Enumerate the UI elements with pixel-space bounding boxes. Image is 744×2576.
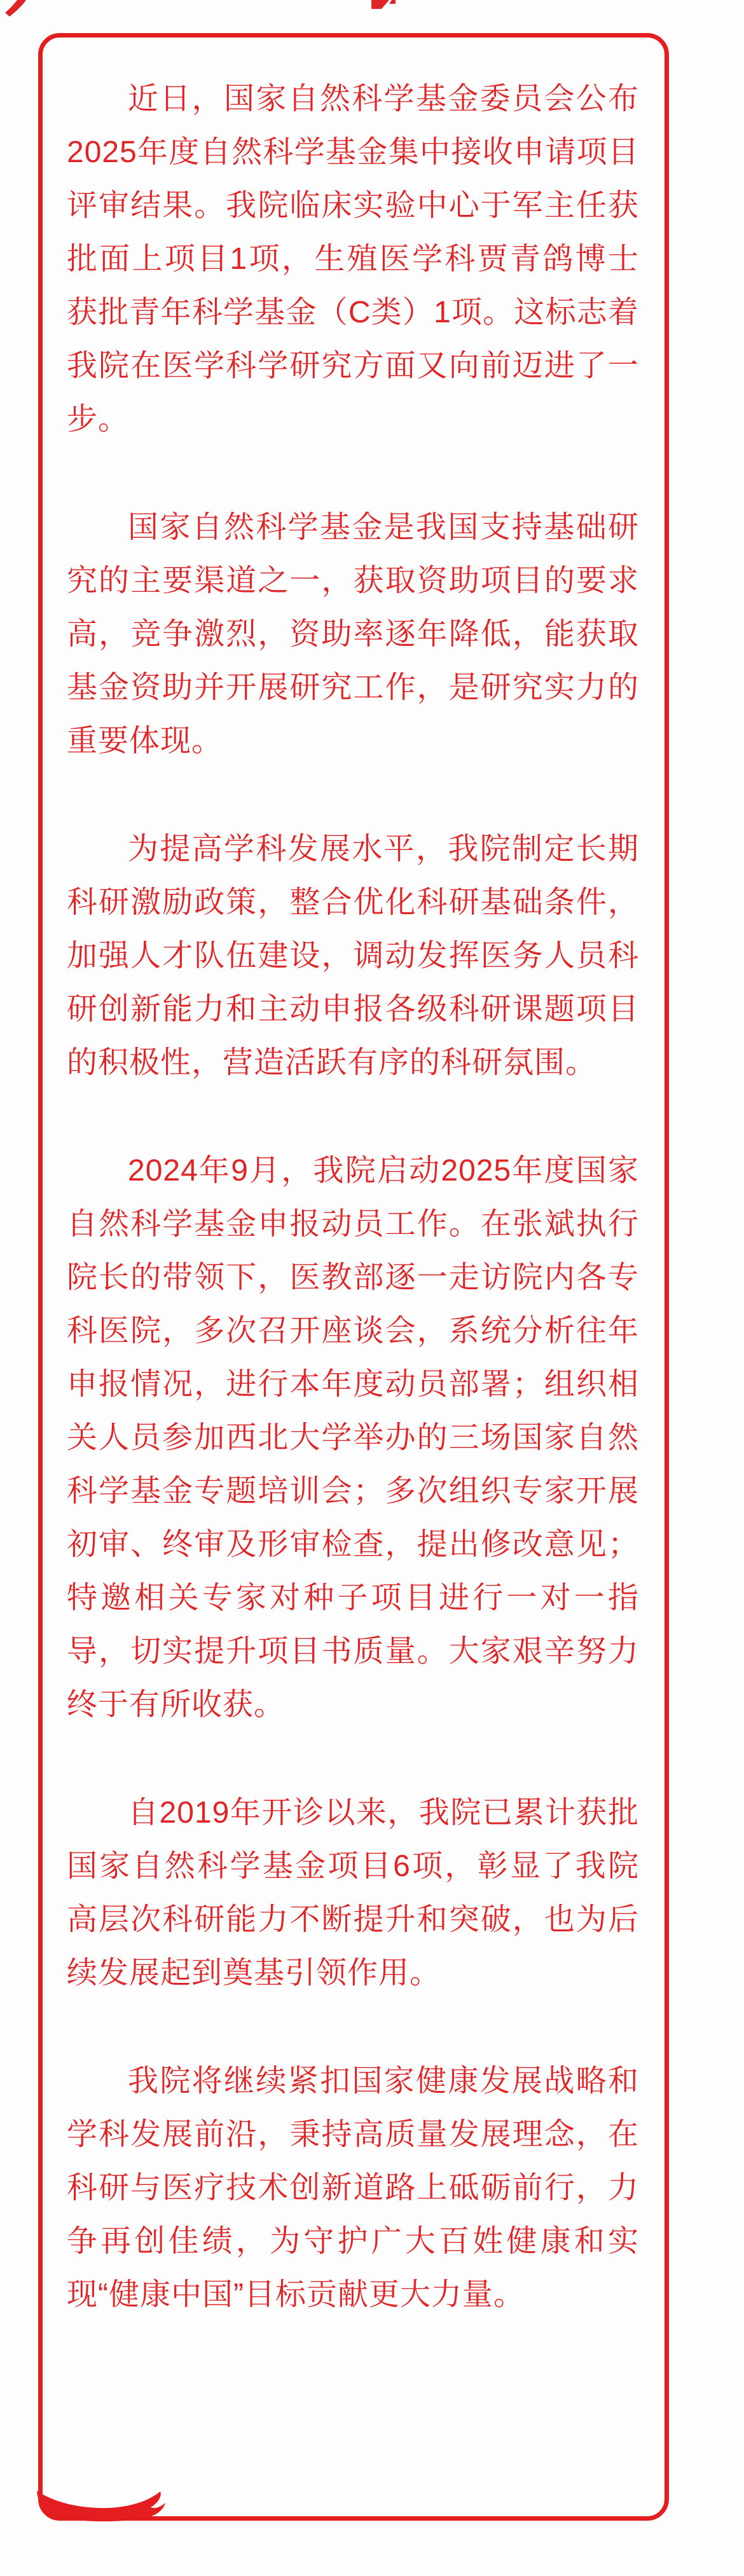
article-paragraph: 自2019年开诊以来，我院已累计获批国家自然科学基金项目6项，彰显了我院高层次科研能力不断提升和突破，也为后续发展起到奠基引领作用。 [67,1796,639,1990]
ribbon-swoosh-icon [36,2488,170,2521]
article-paragraph: 2024年9月，我院启动2025年度国家自然科学基金申报动员工作。在张斌执行院长的带领下，医教部逐一走访院内各专科医院，多次召开座谈会，系统分析往年申报情况，进行本年度动员部署；组织相关人员参加西北大学举办的三场国家自然科学基金专题培训会；多次组织专家开展初审、终审及形审检查，提出修改意见；特邀相关专家对种子项目进行一对一指导，切实提升项目书质量。大家艰辛努力终于有所收获。 [67,1154,639,1722]
article-paragraph: 我院将继续紧扣国家健康发展战略和学科发展前沿，秉持高质量发展理念，在科研与医疗技术创新道路上砥砺前行，力争再创佳绩，为守护广大百姓健康和实现“健康中国”目标贡献更大力量。 [67,2064,639,2312]
article-paragraph: 近日，国家自然科学基金委员会公布2025年度自然科学基金集中接收申请项目评审结果。我院临床实验中心于军主任获批面上项目1项，生殖医学科贾青鸽博士获批青年科学基金（C类）1项。这标志着我院在医学科学研究方面又向前迈进了一步。 [67,82,639,436]
top-edge-glyph-fragment-icon [371,0,396,9]
article-paragraph: 为提高学科发展水平，我院制定长期科研激励政策，整合优化科研基础条件，加强人才队伍建设，调动发挥医务人员科研创新能力和主动申报各级科研课题项目的积极性，营造活跃有序的科研氛围。 [67,832,639,1079]
article-body [67,72,639,2322]
article-paragraph: 国家自然科学基金是我国支持基础研究的主要渠道之一，获取资助项目的要求高，竞争激烈，资助率逐年降低，能获取基金资助并开展研究工作，是研究实力的重要体现。 [67,510,639,758]
top-edge-glyph-fragment-icon [5,0,27,17]
